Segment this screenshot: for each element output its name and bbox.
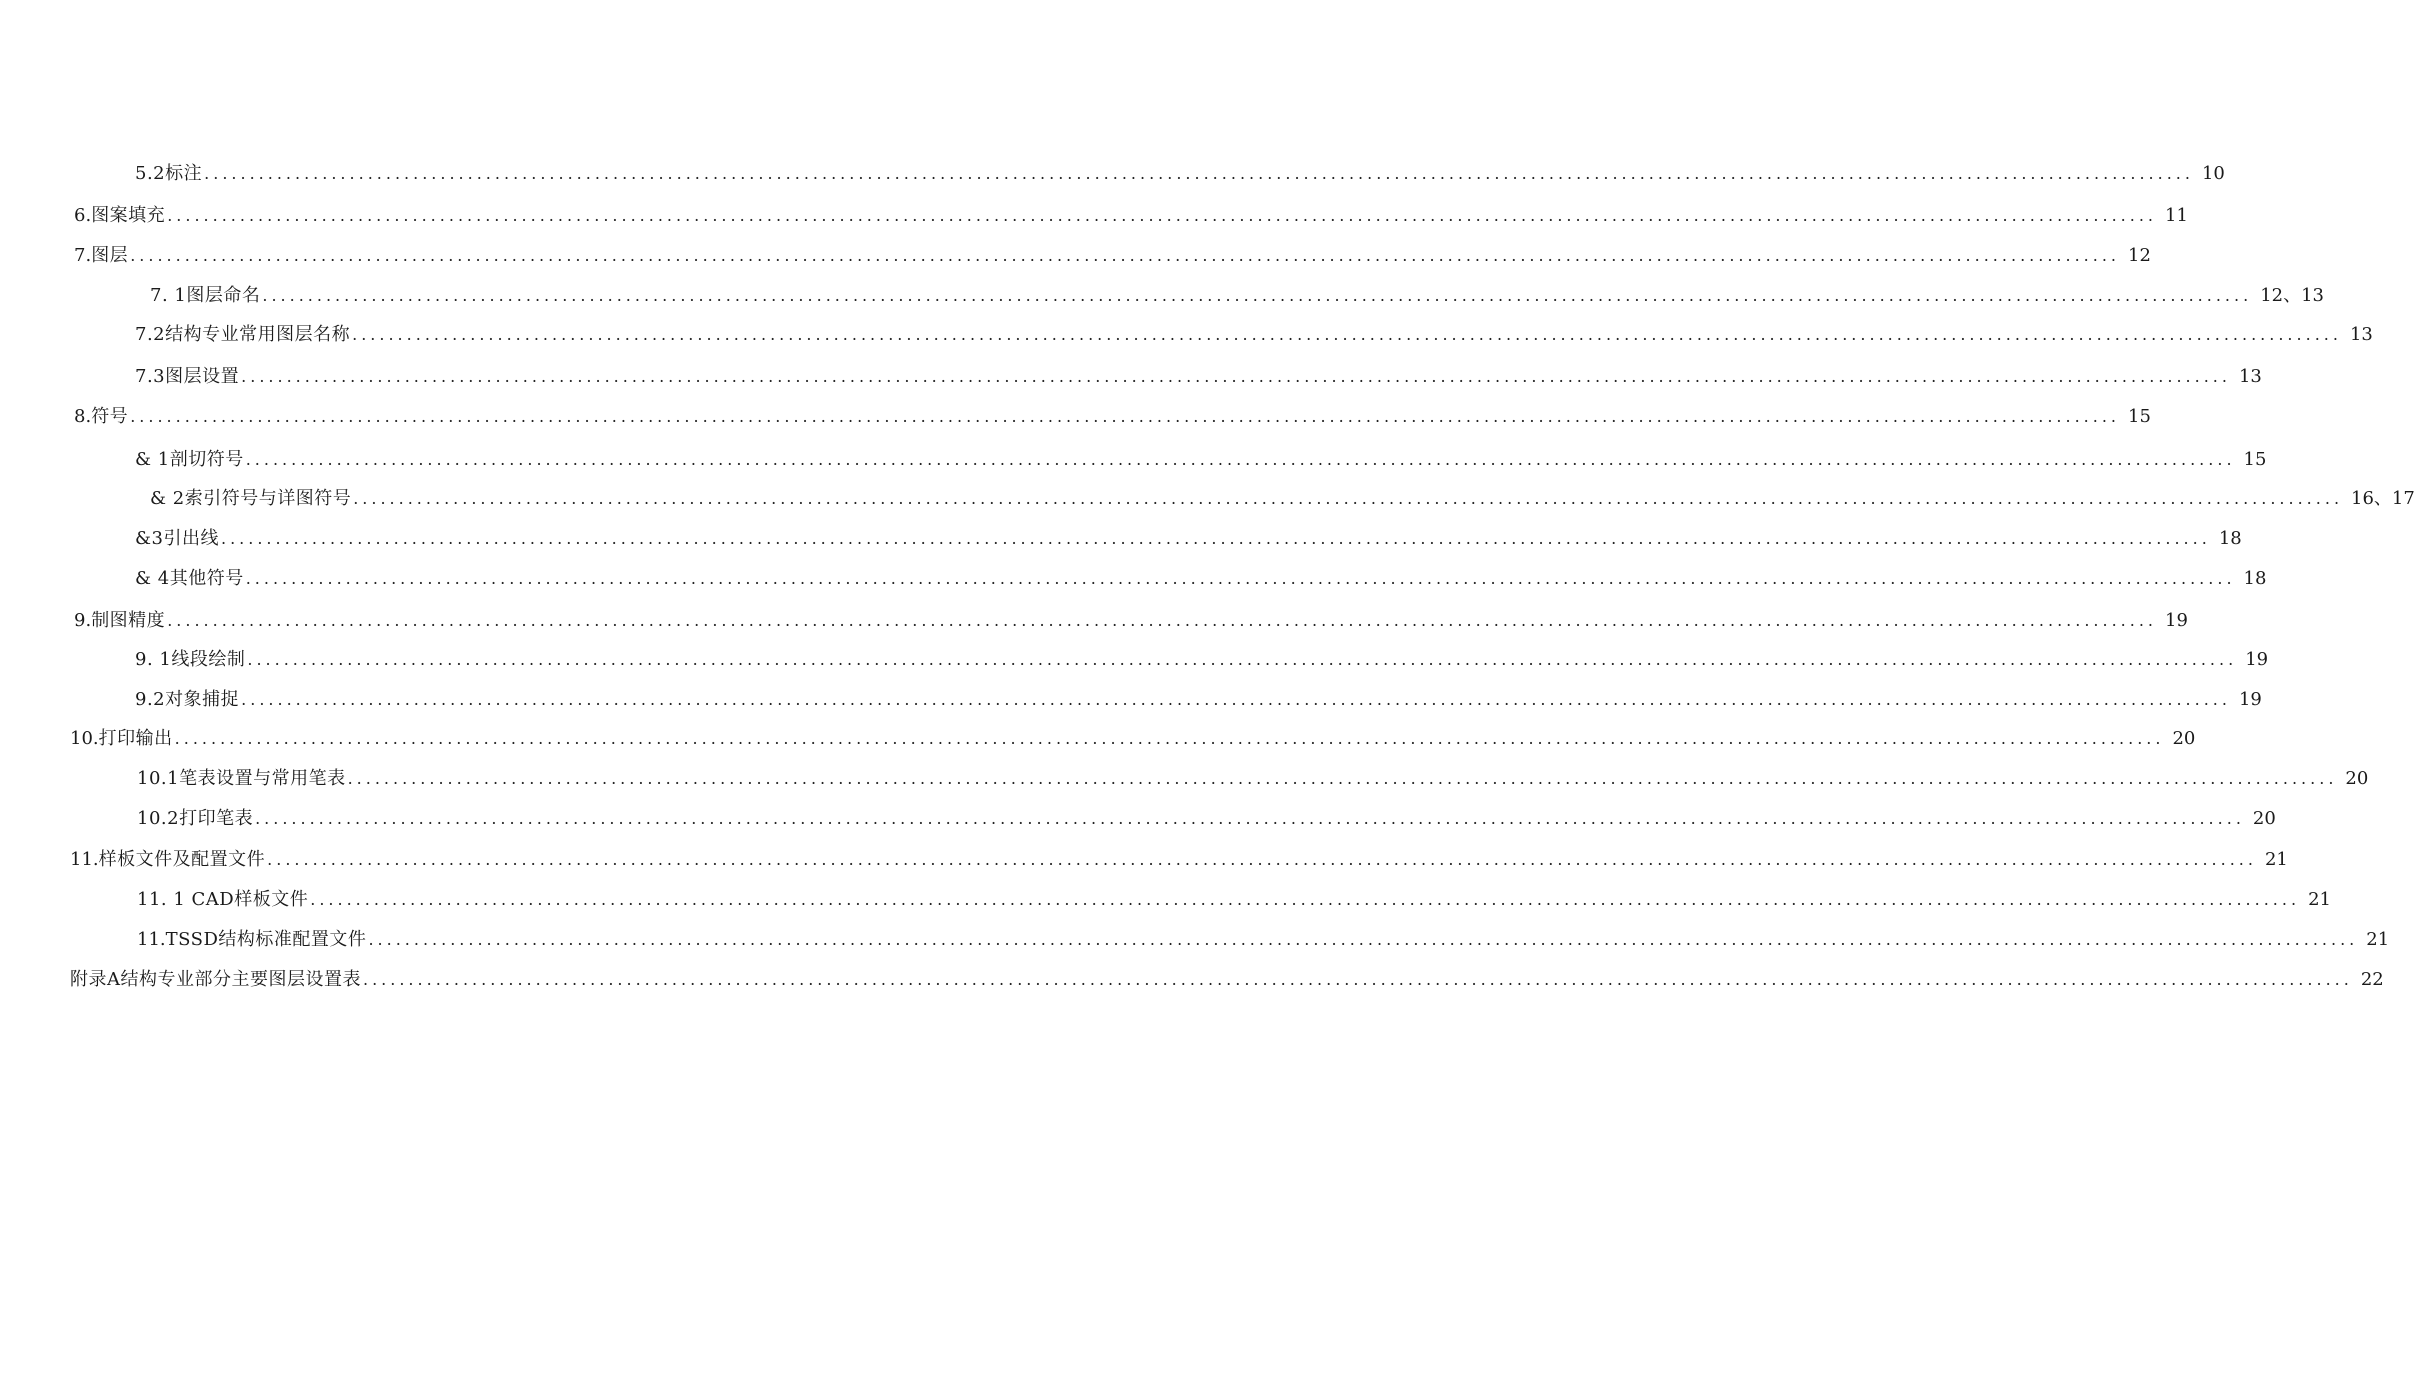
toc-entry[interactable] xyxy=(135,159,2225,189)
toc-entry-number: 11. xyxy=(70,849,99,870)
toc-entry-number: 10. xyxy=(70,728,99,749)
toc-entry-title: 制图精度 xyxy=(91,610,166,631)
toc-entry[interactable] xyxy=(137,764,2369,794)
toc-entry-title: 样板文件及配置文件 xyxy=(98,849,266,870)
toc-entry-title: 7.2结构专业常用图层名称 xyxy=(135,324,351,345)
toc-dot-leader: ........................................................................................................................................................................................................................... xyxy=(363,970,2353,989)
toc-entry-title: 附录A结构专业部分主要图层设置表 xyxy=(70,969,361,990)
toc-entry-title: 10.2打印笔表 xyxy=(137,808,254,829)
toc-entry[interactable] xyxy=(135,320,2373,350)
toc-entry[interactable] xyxy=(135,524,2242,554)
toc-entry-title: 图层 xyxy=(91,245,129,266)
toc-entry-title: 7. 1图层命名 xyxy=(150,285,261,306)
toc-dot-leader: ........................................................................................................................................................................................................................... xyxy=(352,325,2342,344)
toc-dot-leader: ........................................................................................................................................................................................................................... xyxy=(347,769,2338,788)
toc-dot-leader: ........................................................................................................................................................................................................................... xyxy=(204,164,2194,183)
toc-entry-page: 19 xyxy=(2238,689,2262,710)
toc-dot-leader: ........................................................................................................................................................................................................................... xyxy=(255,809,2245,828)
toc-dot-leader: ........................................................................................................................................................................................................................... xyxy=(130,246,2121,265)
toc-entry-number: 11. xyxy=(137,929,166,950)
toc-entry[interactable] xyxy=(70,965,2384,995)
toc-entry[interactable] xyxy=(70,724,2196,754)
toc-entry[interactable] xyxy=(137,804,2276,834)
toc-entry-title: 5.2标注 xyxy=(135,163,203,184)
toc-entry-page: 21 xyxy=(2308,889,2331,910)
toc-dot-leader: ........................................................................................................................................................................................................................... xyxy=(241,367,2231,386)
toc-entry-number: 8. xyxy=(74,406,92,427)
toc-entry[interactable] xyxy=(135,685,2262,715)
toc-entry-page: 13 xyxy=(2238,366,2262,387)
toc-entry-title: 9. 1线段绘制 xyxy=(135,649,246,670)
toc-entry-page: 21 xyxy=(2366,929,2390,950)
toc-dot-leader: ........................................................................................................................................................................................................................... xyxy=(220,529,2211,548)
toc-entry-page: 15 xyxy=(2243,449,2267,470)
toc-dot-leader: ........................................................................................................................................................................................................................... xyxy=(245,569,2236,588)
toc-dot-leader: ........................................................................................................................................................................................................................... xyxy=(310,890,2301,909)
toc-dot-leader: ........................................................................................................................................................................................................................... xyxy=(130,407,2121,426)
toc-entry-title: & 2索引符号与详图符号 xyxy=(150,488,352,509)
toc-entry-title: 11. 1 CAD样板文件 xyxy=(137,889,309,910)
toc-entry-page: 18 xyxy=(2243,568,2267,589)
toc-dot-leader: ........................................................................................................................................................................................................................... xyxy=(353,489,2344,508)
toc-entry[interactable] xyxy=(150,484,2415,514)
toc-entry-page: 12、13 xyxy=(2260,285,2324,306)
toc-entry-number: 9. xyxy=(74,610,92,631)
toc-entry[interactable] xyxy=(137,885,2331,915)
toc-entry[interactable] xyxy=(74,402,2151,432)
toc-dot-leader: ........................................................................................................................................................................................................................... xyxy=(368,930,2359,949)
toc-entry-number: 7. xyxy=(74,245,92,266)
toc-entry-page: 10 xyxy=(2201,163,2225,184)
toc-entry-title: 7.3图层设置 xyxy=(135,366,240,387)
toc-entry[interactable] xyxy=(70,845,2288,875)
toc-entry[interactable] xyxy=(135,362,2262,392)
toc-entry-number: 6. xyxy=(74,205,92,226)
toc-entry-page: 16、17 xyxy=(2351,488,2415,509)
toc-dot-leader: ........................................................................................................................................................................................................................... xyxy=(167,206,2158,225)
toc-dot-leader: ........................................................................................................................................................................................................................... xyxy=(247,650,2238,669)
toc-dot-leader: ........................................................................................................................................................................................................................... xyxy=(267,850,2257,869)
toc-entry-title: TSSD结构标准配置文件 xyxy=(165,929,367,950)
toc-entry[interactable] xyxy=(74,201,2188,231)
toc-entry-page: 21 xyxy=(2264,849,2288,870)
toc-entry-title: 图案填充 xyxy=(91,205,166,226)
toc-entry[interactable] xyxy=(74,606,2188,636)
toc-entry[interactable] xyxy=(150,281,2324,311)
toc-entry-page: 15 xyxy=(2128,406,2151,427)
toc-entry-title: & 1剖切符号 xyxy=(135,449,244,470)
toc-entry-page: 20 xyxy=(2252,808,2276,829)
toc-entry-title: 9.2对象捕捉 xyxy=(135,689,240,710)
toc-dot-leader: ........................................................................................................................................................................................................................... xyxy=(262,286,2253,305)
toc-dot-leader: ........................................................................................................................................................................................................................... xyxy=(245,450,2236,469)
toc-dot-leader: ........................................................................................................................................................................................................................... xyxy=(174,729,2165,748)
toc-entry-page: 20 xyxy=(2172,728,2196,749)
toc-entry-page: 22 xyxy=(2360,969,2384,990)
toc-entry-title: &3引出线 xyxy=(135,528,219,549)
toc-dot-leader: ........................................................................................................................................................................................................................... xyxy=(167,611,2158,630)
toc-entry-title: & 4其他符号 xyxy=(135,568,244,589)
toc-entry-page: 12 xyxy=(2128,245,2151,266)
toc-entry[interactable] xyxy=(135,445,2267,475)
toc-entry-title: 10.1笔表设置与常用笔表 xyxy=(137,768,346,789)
toc-entry-page: 13 xyxy=(2349,324,2373,345)
toc-entry-title: 打印输出 xyxy=(98,728,173,749)
toc-entry-page: 19 xyxy=(2245,649,2269,670)
toc-entry-page: 19 xyxy=(2165,610,2188,631)
toc-entry-page: 20 xyxy=(2345,768,2369,789)
toc-entry-page: 11 xyxy=(2165,205,2188,226)
toc-entry[interactable] xyxy=(74,241,2151,271)
toc-dot-leader: ........................................................................................................................................................................................................................... xyxy=(241,690,2231,709)
toc-entry-page: 18 xyxy=(2218,528,2242,549)
toc-entry-title: 符号 xyxy=(91,406,129,427)
toc-entry[interactable] xyxy=(135,645,2269,675)
toc-entry[interactable] xyxy=(135,564,2267,594)
toc-entry[interactable] xyxy=(137,925,2390,955)
